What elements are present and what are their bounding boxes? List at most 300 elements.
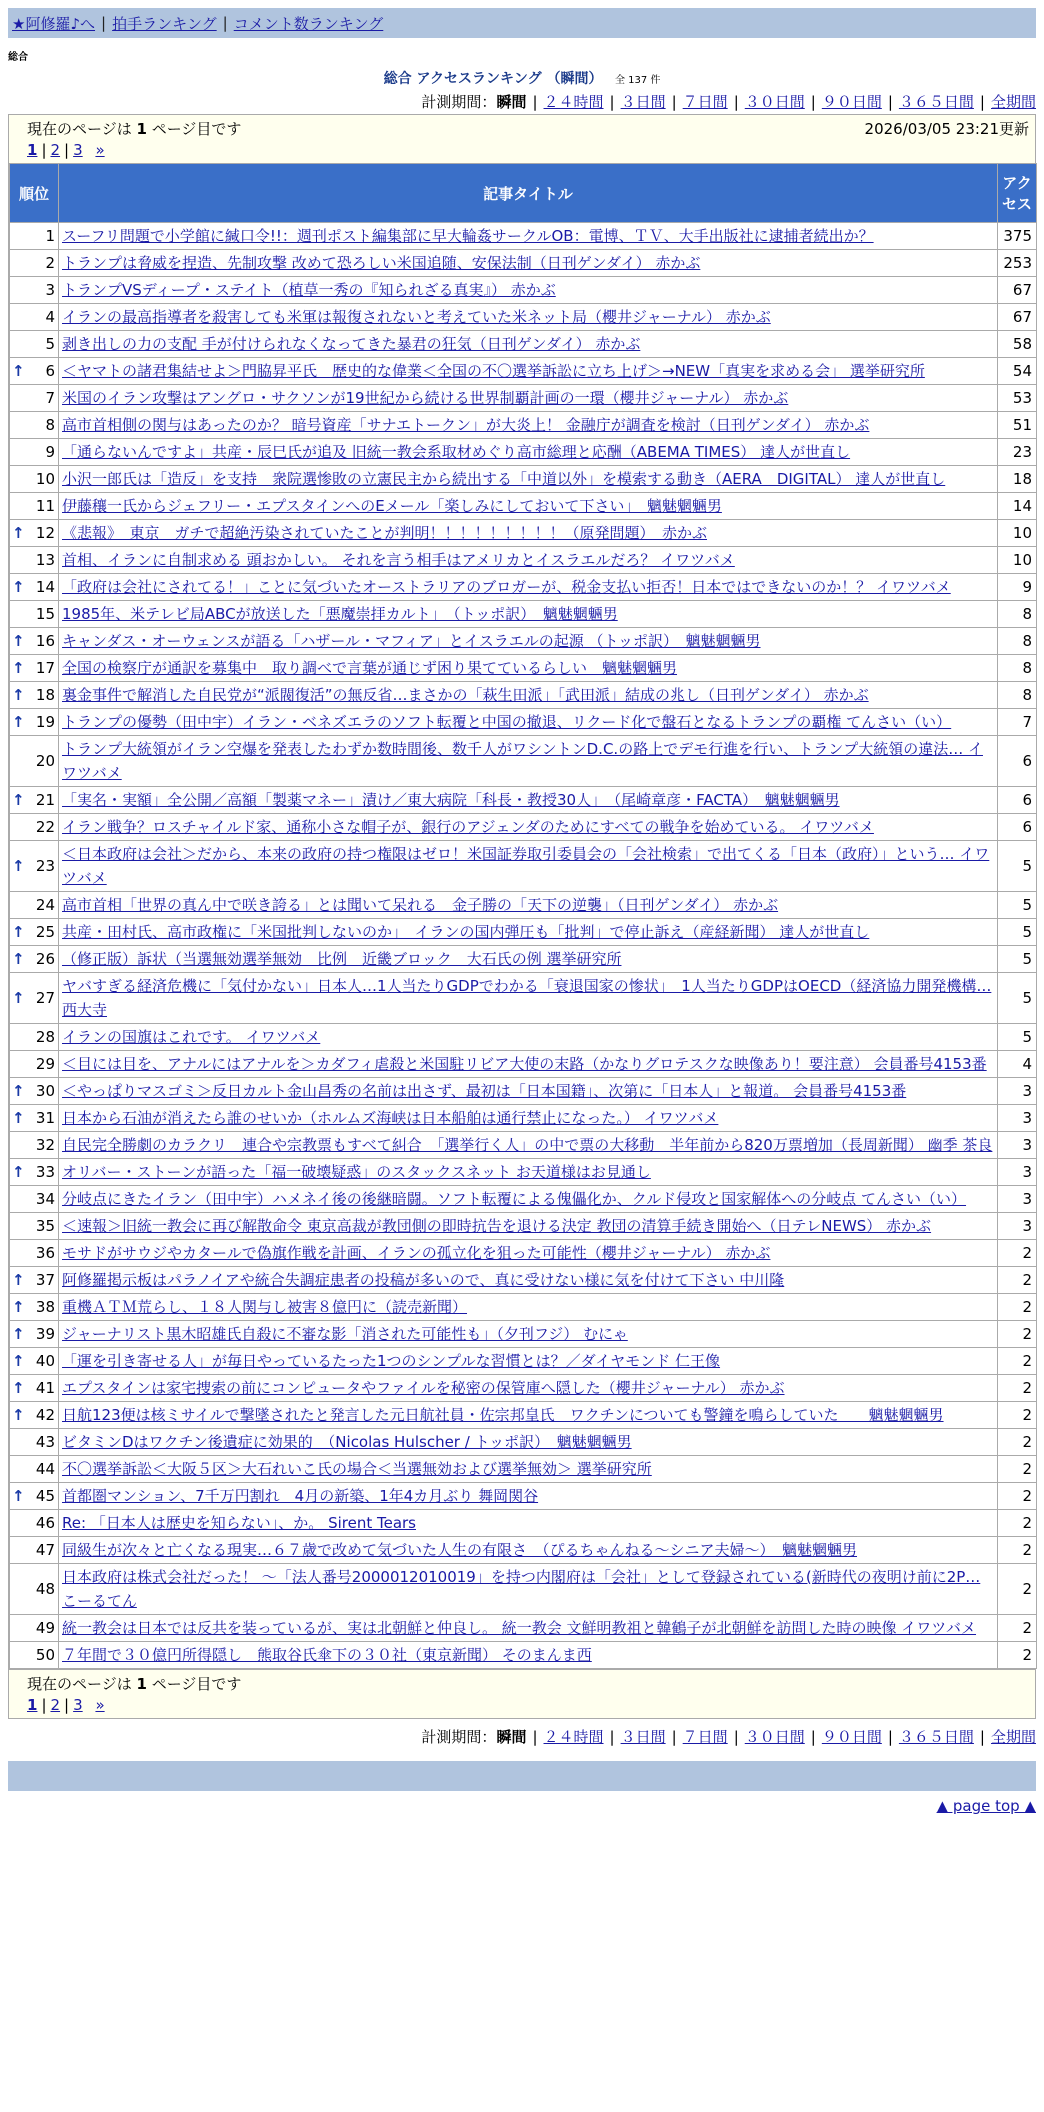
table-row (10, 1615, 1037, 1642)
article-title-link[interactable]: イランの最高指導者を殺害しても米軍は報復されないと考えていた米ネット局（櫻井ジャーナル） 赤かぶ (62, 308, 771, 326)
access-count: 2 (998, 1615, 1037, 1642)
article-title-link[interactable]: キャンダス・オーウェンスが語る「ハザール・マフィア」とイスラエルの起源 （トッポ訳） 魑魅魍魎男 (62, 632, 761, 650)
rank-number: 39 (35, 1325, 55, 1343)
article-title-link[interactable]: 1985年、米テレビ局ABCが放送した「悪魔崇拝カルト」 （トッポ訳） 魑魅魍魎男 (62, 605, 618, 623)
rank-number: 10 (35, 470, 55, 488)
table-row (10, 946, 1037, 973)
article-title-link[interactable]: 伊藤穰一氏からジェフリー・エプスタインへのEメール「楽しみにしておいて下さい」 魑魅魍魎男 (62, 497, 722, 515)
comment-ranking-link[interactable]: コメント数ランキング (233, 14, 384, 33)
title-cell (59, 439, 998, 466)
article-title-link[interactable]: 統一教会は日本では反共を装っているが、実は北朝鮮と仲良し。 統一教会 文鮮明教祖と韓鶴子が北朝鮮を訪問した時の映像 イワツバメ (62, 1619, 977, 1637)
up-arrow-icon: ↑ (12, 1406, 25, 1424)
article-title-link[interactable]: 高市首相「世界の真ん中で咲き誇る」とは聞いて呆れる 金子勝の「天下の逆襲」（日刊ゲンダイ） 赤かぶ (62, 896, 779, 914)
rank-cell (10, 439, 59, 466)
title-cell (59, 655, 998, 682)
table-row (10, 574, 1037, 601)
status-row-bottom (9, 1670, 1035, 1693)
period-separator: | (532, 93, 538, 111)
col-rank-header: 順位 (10, 164, 59, 223)
title-cell (59, 1348, 998, 1375)
period-link-5[interactable]: ３６５日間 (898, 1728, 974, 1746)
article-title-link[interactable]: 首都圏マンション、7千万円割れ 4月の新築、1年4カ月ぶり 舞岡関谷 (62, 1487, 539, 1505)
table-row (10, 1213, 1037, 1240)
period-link-4[interactable]: ９０日間 (821, 1728, 882, 1746)
table-row (10, 655, 1037, 682)
table-row (10, 547, 1037, 574)
article-title-link[interactable]: 「政府は会社にされてる！」ことに気づいたオーストラリアのブロガーが、税金支払い拒否！日本ではできないのか！？ イワツバメ (62, 578, 951, 596)
title-cell (59, 1294, 998, 1321)
rank-number: 3 (45, 281, 55, 299)
title-cell (59, 1402, 998, 1429)
period-separator: | (733, 1728, 739, 1746)
article-title-link[interactable]: オリバー・ストーンが語った「福一破壊疑惑」のスタックスネット お天道様はお見通し (62, 1163, 651, 1181)
rank-cell (10, 787, 59, 814)
title-cell (59, 358, 998, 385)
rank-cell (10, 1402, 59, 1429)
rank-number: 37 (35, 1271, 55, 1289)
title-cell (59, 1159, 998, 1186)
access-count: 18 (998, 466, 1037, 493)
period-link-6[interactable]: 全期間 (990, 1728, 1036, 1746)
title-cell (59, 412, 998, 439)
access-count: 6 (998, 787, 1037, 814)
article-title-link[interactable]: 高市首相側の関与はあったのか？ 暗号資産「サナエトークン」が大炎上！ 金融庁が調査を検討（日刊ゲンダイ） 赤かぶ (62, 416, 870, 434)
rank-number: 31 (35, 1109, 55, 1127)
table-row (10, 787, 1037, 814)
bottom-bar (8, 1761, 1036, 1791)
up-arrow-icon: ↑ (12, 578, 25, 596)
period-separator: | (609, 1728, 615, 1746)
title-cell (59, 1186, 998, 1213)
period-current: 瞬間 (496, 1728, 527, 1746)
article-title-link[interactable]: 自民完全勝劇のカラクリ 連合や宗教票もすべて糾合 「選挙行く人」の中で票の大移動 半年前から820万票増加（長周新聞） 幽季 茶良 (62, 1136, 993, 1154)
article-title-link[interactable]: Re: 「日本人は歴史を知らない」、か。 Sirent Tears (62, 1514, 416, 1532)
title-cell (59, 1105, 998, 1132)
page-link-2[interactable]: 2 (50, 1696, 61, 1714)
access-count: 2 (998, 1402, 1037, 1429)
table-row (10, 1051, 1037, 1078)
article-title-link[interactable]: 共産・田村氏、高市政権に「米国批判しないのか」 イランの国内弾圧も「批判」で停止訴え（産経新聞） 達人が世直し (62, 923, 870, 941)
page-link-current[interactable]: 1 (27, 141, 38, 159)
rank-number: 11 (35, 497, 55, 515)
rank-cell (10, 655, 59, 682)
period-separator: | (979, 1728, 985, 1746)
rank-number: 34 (35, 1190, 55, 1208)
rank-number: 19 (35, 713, 55, 731)
rank-number: 21 (35, 791, 55, 809)
table-row (10, 466, 1037, 493)
rank-number: 1 (45, 227, 55, 245)
title-cell (59, 1078, 998, 1105)
period-current: 瞬間 (496, 93, 527, 111)
article-title-link[interactable]: スーフリ問題で小学館に緘口令!!：週刊ポスト編集部に早大輪姦サークルOB：電博、ＴＶ、大手出版社に逮捕者続出か？ (62, 227, 874, 245)
article-title-link[interactable]: （修正版）訴状（当選無効選挙無効 比例 近畿ブロック 大石氏の例 選挙研究所 (62, 950, 622, 968)
period-link-4[interactable]: ９０日間 (821, 93, 882, 111)
title-cell (59, 736, 998, 787)
period-separator: | (733, 93, 739, 111)
rank-cell (10, 1375, 59, 1402)
table-row (10, 1375, 1037, 1402)
up-arrow-icon: ↑ (12, 1379, 25, 1397)
access-count: 2 (998, 1537, 1037, 1564)
rank-cell (10, 1510, 59, 1537)
ranking-box (8, 114, 1036, 1670)
title-cell (59, 250, 998, 277)
rank-number: 35 (35, 1217, 55, 1235)
title-cell (59, 1429, 998, 1456)
article-title-link[interactable]: 小沢一郎氏は「造反」を支持 衆院選惨敗の立憲民主から続出する「中道以外」を模索する動き（AERA DIGITAL） 達人が世直し (62, 470, 946, 488)
article-title-link[interactable]: 同級生が次々と亡くなる現実…６７歳で改めて気づいた人生の有限さ （ぴるちゃんねる〜シニア夫婦〜） 魑魅魍魎男 (62, 1541, 858, 1559)
article-title-link[interactable]: ジャーナリスト黒木昭雄氏自殺に不審な影「消された可能性も」（夕刊フジ） むにゃ (62, 1325, 628, 1343)
rank-cell (10, 385, 59, 412)
title-cell (59, 814, 998, 841)
access-count: 2 (998, 1267, 1037, 1294)
access-count: 6 (998, 736, 1037, 787)
rank-number: 44 (35, 1460, 55, 1478)
rank-number: 36 (35, 1244, 55, 1262)
rank-number: 50 (35, 1646, 55, 1664)
access-count: 5 (998, 892, 1037, 919)
article-title-link[interactable]: 日航123便は核ミサイルで撃墜されたと発言した元日航社員・佐宗邦皇氏 ワクチンについても警鐘を鳴らしていた 魑魅魍魎男 (62, 1406, 944, 1424)
table-row (10, 1159, 1037, 1186)
table-row (10, 304, 1037, 331)
table-row (10, 250, 1037, 277)
pager-separator: | (41, 141, 47, 159)
title-cell (59, 973, 998, 1024)
page-title: 総合 アクセスランキング （瞬間） (383, 71, 603, 87)
article-title-link[interactable]: 日本政府は株式会社だった！ 〜「法人番号2000012010019」を持つ内閣府は「会社」として登録されている(新時代の夜明け前に2P… こーるてん (62, 1568, 981, 1610)
title-cell (59, 1642, 998, 1669)
article-title-link[interactable]: 「実名・実額」全公開／高額「製薬マネー」漬け／東大病院「科長・教授30人」 （尾崎章彦・FACTA） 魑魅魍魎男 (62, 791, 840, 809)
rank-number: 8 (45, 416, 55, 434)
rank-cell (10, 1078, 59, 1105)
up-arrow-icon: ↑ (12, 989, 25, 1007)
article-title-link[interactable]: 全国の検察庁が通訳を募集中 取り調べで言葉が通じず困り果てているらしい 魑魅魍魎男 (62, 659, 678, 677)
period-selector (0, 90, 1036, 114)
article-title-link[interactable]: ＜目には目を、アナルにはアナルを＞カダフィ虐殺と米国駐リビア大使の末路（かなりグロテスクな映像あり！要注意） 会員番号4153番 (62, 1055, 987, 1073)
title-cell (59, 1483, 998, 1510)
rank-number: 41 (35, 1379, 55, 1397)
access-count: 2 (998, 1642, 1037, 1669)
rank-cell (10, 1321, 59, 1348)
table-row (10, 1024, 1037, 1051)
pagination-bottom (9, 1693, 1035, 1718)
access-count: 23 (998, 439, 1037, 466)
rank-number: 17 (35, 659, 55, 677)
article-title-link[interactable]: 米国のイラン攻撃はアングロ・サクソンが19世紀から続ける世界制覇計画の一環（櫻井ジャーナル） 赤かぶ (62, 389, 789, 407)
rank-cell (10, 277, 59, 304)
rank-cell (10, 1348, 59, 1375)
up-arrow-icon: ↑ (12, 686, 25, 704)
up-arrow-icon: ↑ (12, 1487, 25, 1505)
rank-number: 16 (35, 632, 55, 650)
page-link-current[interactable]: 1 (27, 1696, 38, 1714)
next-page-link[interactable]: » (95, 141, 105, 159)
pagination (9, 138, 1035, 163)
rank-number: 14 (35, 578, 55, 596)
table-row (10, 439, 1037, 466)
article-title-link[interactable]: イラン戦争？ロスチャイルド家、通称小さな帽子が、銀行のアジェンダのためにすべての戦争を始めている。 イワツバメ (62, 818, 874, 836)
access-count: 2 (998, 1483, 1037, 1510)
rank-number: 42 (35, 1406, 55, 1424)
up-arrow-icon: ↑ (12, 923, 25, 941)
rank-cell (10, 1564, 59, 1615)
rank-cell (10, 1615, 59, 1642)
page-status: 現在のページは 1 ページ目です (27, 1675, 242, 1693)
rank-number: 2 (45, 254, 55, 272)
rank-number: 49 (35, 1619, 55, 1637)
updated-timestamp: 2026/03/05 23:21更新 (864, 120, 1029, 138)
rank-number: 7 (45, 389, 55, 407)
access-count: 14 (998, 493, 1037, 520)
pager-separator: | (64, 1696, 70, 1714)
rank-cell (10, 223, 59, 250)
access-count: 67 (998, 304, 1037, 331)
rank-cell (10, 814, 59, 841)
article-title-link[interactable]: 首相、イランに自制求める 頭おかしい。 それを言う相手はアメリカとイスラエルだろ？ イワツバメ (62, 551, 735, 569)
rank-cell (10, 946, 59, 973)
up-arrow-icon: ↑ (12, 713, 25, 731)
table-row (10, 331, 1037, 358)
rank-cell (10, 331, 59, 358)
article-title-link[interactable]: ビタミンDはワクチン後遺症に効果的 （Nicolas Hulscher / トッポ訳） 魑魅魍魎男 (62, 1433, 632, 1451)
article-title-link[interactable]: ＜速報＞旧統一教会に再び解散命令 東京高裁が教団側の即時抗告を退ける決定 教団の清算手続き開始へ（日テレNEWS） 赤かぶ (62, 1217, 932, 1235)
access-count: 2 (998, 1564, 1037, 1615)
page-link-3[interactable]: 3 (73, 1696, 83, 1714)
up-arrow-icon: ↑ (12, 1163, 25, 1181)
up-arrow-icon: ↑ (12, 632, 25, 650)
rank-number: 27 (35, 989, 55, 1007)
up-arrow-icon: ↑ (12, 791, 25, 809)
table-row (10, 628, 1037, 655)
article-title-link[interactable]: ７年間で３０億円所得隠し 熊取谷氏傘下の３０社（東京新聞） そのまんま西 (62, 1646, 592, 1664)
title-cell (59, 466, 998, 493)
rank-number: 48 (35, 1580, 55, 1598)
access-count: 4 (998, 1051, 1037, 1078)
period-link-3[interactable]: ３０日間 (744, 93, 805, 111)
period-link-5[interactable]: ３６５日間 (898, 93, 974, 111)
page-link-2[interactable]: 2 (50, 141, 61, 159)
article-title-link[interactable]: ＜やっぱりマスゴミ＞反日カルト金山昌秀の名前は出さず、最初は「日本国籍」、次第に「日本人」と報道。 会員番号4153番 (62, 1082, 907, 1100)
title-cell (59, 277, 998, 304)
table-row (10, 1132, 1037, 1159)
applause-ranking-link[interactable]: 拍手ランキング (112, 14, 217, 33)
rank-number: 29 (35, 1055, 55, 1073)
rank-cell (10, 466, 59, 493)
article-title-link[interactable]: 《悲報》 東京 ガチで超絶汚染されていたことが判明！！！！！！！！！（原発問題） 赤かぶ (62, 524, 708, 542)
title-cell (59, 892, 998, 919)
title-cell (59, 1564, 998, 1615)
title-cell (59, 841, 998, 892)
period-separator: | (887, 93, 893, 111)
title-cell (59, 787, 998, 814)
rank-cell (10, 1267, 59, 1294)
article-title-link[interactable]: 剥き出しの力の支配 手が付けられなくなってきた暴君の狂気（日刊ゲンダイ） 赤かぶ (62, 335, 641, 353)
rank-number: 18 (35, 686, 55, 704)
table-row (10, 1105, 1037, 1132)
col-access-header: アクセス (998, 164, 1037, 223)
table-row (10, 1078, 1037, 1105)
article-title-link[interactable]: モサドがサウジやカタールで偽旗作戦を計画、イランの孤立化を狙った可能性（櫻井ジャーナル） 赤かぶ (62, 1244, 771, 1262)
rank-cell (10, 628, 59, 655)
rank-number: 38 (35, 1298, 55, 1316)
period-link-3[interactable]: ３０日間 (744, 1728, 805, 1746)
period-separator: | (671, 93, 677, 111)
period-separator: | (979, 93, 985, 111)
access-count: 2 (998, 1510, 1037, 1537)
title-cell (59, 574, 998, 601)
title-cell (59, 1375, 998, 1402)
period-separator: | (671, 1728, 677, 1746)
title-cell (59, 223, 998, 250)
period-separator: | (532, 1728, 538, 1746)
rank-cell (10, 1024, 59, 1051)
access-count: 2 (998, 1375, 1037, 1402)
article-title-link[interactable]: ヤバすぎる経済危機に「気付かない」日本人…1人当たりGDPでわかる「衰退国家の惨状」 1人当たりGDPはOECD（経済協力開発機構… 西大寺 (62, 977, 992, 1019)
status-row (9, 115, 1035, 138)
nav-separator: | (222, 14, 228, 32)
page-link-3[interactable]: 3 (73, 141, 83, 159)
rank-number: 22 (35, 818, 55, 836)
rank-cell (10, 520, 59, 547)
article-title-link[interactable]: 裏金事件で解消した自民党が“派閥復活”の無反省…まさかの「萩生田派」「武田派」結成の兆し（日刊ゲンダイ） 赤かぶ (62, 686, 869, 704)
access-count: 2 (998, 1240, 1037, 1267)
up-arrow-icon: ↑ (12, 524, 25, 542)
period-link-0[interactable]: ２４時間 (543, 1728, 604, 1746)
article-title-link[interactable]: トランプの優勢（田中宇）イラン・ベネズエラのソフト転覆と中国の撤退、リクード化で盤石となるトランプの覇権 てんさい（い） (62, 713, 952, 731)
period-link-1[interactable]: ３日間 (620, 1728, 666, 1746)
rank-number: 23 (35, 857, 55, 875)
up-arrow-icon: ↑ (12, 1271, 25, 1289)
article-title-link[interactable]: トランプ大統領がイラン空爆を発表したわずか数時間後、数千人がワシントンD.C.の路上でデモ行進を行い、トランプ大統領の違法… イワツバメ (62, 740, 983, 782)
rank-cell (10, 1132, 59, 1159)
access-count: 8 (998, 628, 1037, 655)
title-cell (59, 331, 998, 358)
rank-number: 12 (35, 524, 55, 542)
rank-number: 25 (35, 923, 55, 941)
next-page-link[interactable]: » (95, 1696, 105, 1714)
period-link-1[interactable]: ３日間 (620, 93, 666, 111)
table-row (10, 1348, 1037, 1375)
table-row (10, 493, 1037, 520)
access-count: 2 (998, 1321, 1037, 1348)
rank-cell (10, 1051, 59, 1078)
table-row (10, 973, 1037, 1024)
table-row (10, 736, 1037, 787)
period-link-6[interactable]: 全期間 (990, 93, 1036, 111)
article-title-link[interactable]: 重機ＡＴＭ荒らし、１８人関与し被害８億円に（読売新聞） (62, 1298, 468, 1316)
rank-number: 32 (35, 1136, 55, 1154)
table-row (10, 412, 1037, 439)
article-title-link[interactable]: イランの国旗はこれです。 イワツバメ (62, 1028, 321, 1046)
rank-number: 9 (45, 443, 55, 461)
rank-cell (10, 358, 59, 385)
article-title-link[interactable]: エプスタインは家宅捜索の前にコンピュータやファイルを秘密の保管庫へ隠した（櫻井ジャーナル） 赤かぶ (62, 1379, 785, 1397)
article-title-link[interactable]: 阿修羅掲示板はパラノイアや統合失調症患者の投稿が多いので、真に受けない様に気を付けて下さい 中川隆 (62, 1271, 785, 1289)
rank-cell (10, 841, 59, 892)
table-row (10, 1642, 1037, 1669)
rank-number: 15 (35, 605, 55, 623)
title-cell (59, 385, 998, 412)
article-title-link[interactable]: 分岐点にきたイラン（田中宇）ハメネイ後の後継暗闘。ソフト転覆による傀儡化か、クルド侵攻と国家解体への分岐点 てんさい（い） (62, 1190, 967, 1208)
article-title-link[interactable]: 日本から石油が消えたら誰のせいか（ホルムズ海峡は日本船舶は通行禁止になった。） イワツバメ (62, 1109, 719, 1127)
period-separator: | (887, 1728, 893, 1746)
access-count: 58 (998, 331, 1037, 358)
access-count: 2 (998, 1456, 1037, 1483)
access-count: 8 (998, 601, 1037, 628)
ranking-table (9, 163, 1037, 1669)
rank-cell (10, 1240, 59, 1267)
access-count: 2 (998, 1294, 1037, 1321)
asyura-home-link[interactable]: ★阿修羅♪へ (12, 14, 96, 33)
article-title-link[interactable]: トランプは脅威を捏造、先制攻撃 改めて恐ろしい米国追随、安保法制（日刊ゲンダイ） 赤かぶ (62, 254, 701, 272)
rank-cell (10, 250, 59, 277)
access-count: 3 (998, 1159, 1037, 1186)
rank-cell (10, 412, 59, 439)
article-title-link[interactable]: 「通らないんですよ」共産・辰巳氏が追及 旧統一教会系取材めぐり高市総理と応酬（ABEMA TIMES） 達人が世直し (62, 443, 851, 461)
title-cell (59, 601, 998, 628)
rank-cell (10, 709, 59, 736)
title-cell (59, 1537, 998, 1564)
rank-cell (10, 919, 59, 946)
access-count: 10 (998, 547, 1037, 574)
period-link-2[interactable]: ７日間 (682, 1728, 728, 1746)
access-count: 9 (998, 574, 1037, 601)
col-title-header: 記事タイトル (59, 164, 998, 223)
title-cell (59, 304, 998, 331)
pager-separator: | (41, 1696, 47, 1714)
table-row (10, 892, 1037, 919)
page-top-link[interactable]: ▲ page top ▲ (936, 1797, 1036, 1815)
access-count: 2 (998, 1348, 1037, 1375)
article-title-link[interactable]: トランプVSディープ・ステイト（植草一秀の『知られざる真実』） 赤かぶ (62, 281, 556, 299)
title-cell (59, 1024, 998, 1051)
table-row (10, 1240, 1037, 1267)
access-count: 5 (998, 973, 1037, 1024)
access-count: 10 (998, 520, 1037, 547)
title-cell (59, 547, 998, 574)
access-count: 5 (998, 946, 1037, 973)
category-label: 総合 (8, 52, 28, 63)
table-row (10, 520, 1037, 547)
period-link-0[interactable]: ２４時間 (543, 93, 604, 111)
title-cell (59, 1267, 998, 1294)
page-status: 現在のページは 1 ページ目です (27, 120, 242, 138)
up-arrow-icon: ↑ (12, 1109, 25, 1127)
ranking-footer (8, 1670, 1036, 1719)
pager-spacer (87, 1696, 92, 1714)
rank-number: 30 (35, 1082, 55, 1100)
period-label: 計測期間： (421, 93, 497, 111)
rank-number: 26 (35, 950, 55, 968)
rank-number: 45 (35, 1487, 55, 1505)
pager-separator: | (64, 141, 70, 159)
table-row (10, 223, 1037, 250)
period-separator: | (609, 93, 615, 111)
article-title-link[interactable]: ＜日本政府は会社＞だから、本来の政府の持つ権限はゼロ！米国証券取引委員会の「会社検索」で出てくる「日本（政府）」という… イワツバメ (62, 845, 990, 887)
rank-cell (10, 1105, 59, 1132)
access-count: 375 (998, 223, 1037, 250)
table-row (10, 1294, 1037, 1321)
access-count: 5 (998, 1024, 1037, 1051)
rank-number: 20 (35, 752, 55, 770)
article-title-link[interactable]: ＜ヤマトの諸君集結せよ＞門脇昇平氏 歴史的な偉業＜全国の不〇選挙訴訟に立ち上げ＞→NEW「真実を求める会」 選挙研究所 (62, 362, 925, 380)
total-count: 全 137 件 (614, 75, 661, 86)
period-link-2[interactable]: ７日間 (682, 93, 728, 111)
article-title-link[interactable]: 「運を引き寄せる人」が毎日やっているたった1つのシンプルな習慣とは？／ダイヤモンド 仁王像 (62, 1352, 721, 1370)
access-count: 3 (998, 1078, 1037, 1105)
article-title-link[interactable]: 不〇選挙訴訟＜大阪５区＞大石れいこ氏の場合＜当選無効および選挙無効＞ 選挙研究所 (62, 1460, 652, 1478)
